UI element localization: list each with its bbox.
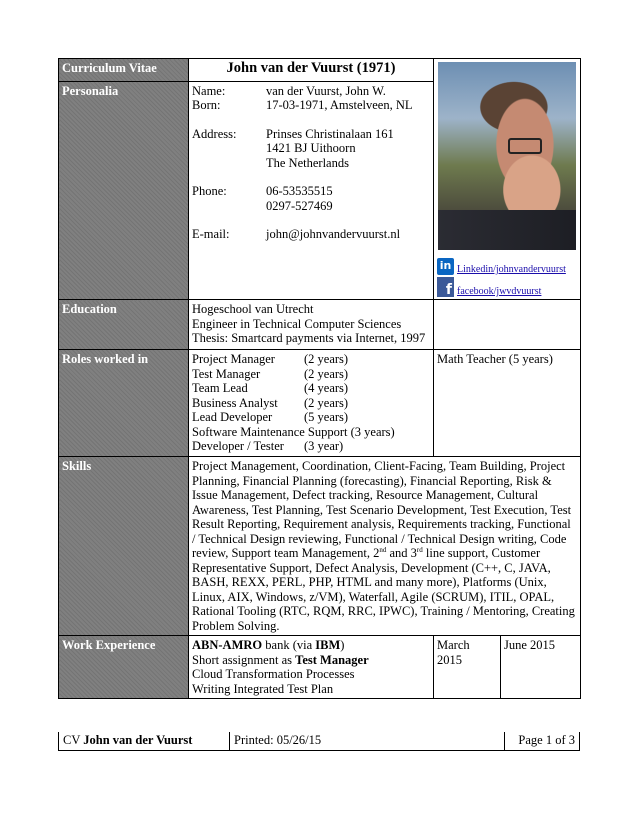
name-key: Name: [192, 83, 226, 98]
footer-cv-name: CV John van der Vuurst [58, 732, 229, 750]
glasses-shape [508, 138, 542, 154]
address-key: Address: [192, 126, 237, 141]
linkedin-row [437, 253, 577, 275]
shirt-shape [438, 210, 576, 250]
role-support: Software Maintenance Support (3 years) [192, 424, 395, 439]
linkedin-link[interactable]: Linkedin/johnvandervuurst [457, 264, 566, 275]
facebook-link[interactable]: facebook/jwvdvuurst [457, 286, 542, 297]
role-name: Developer / Tester [192, 439, 284, 453]
cv-title: John van der Vuurst (1971) [189, 59, 434, 82]
facebook-icon: f [437, 277, 454, 297]
footer-printed-date: Printed: 05/26/15 [229, 732, 504, 750]
work-start-date: March 2015 [434, 636, 501, 699]
work-details [189, 636, 434, 699]
education-empty-cell [434, 300, 581, 350]
role-name: Business Analyst [192, 395, 278, 410]
role-years: (3 year) [304, 439, 344, 453]
role-years: (2 years) [304, 395, 349, 410]
work-end-date: June 2015 [501, 636, 581, 699]
roles-list [189, 350, 434, 457]
role-years: (2 years) [304, 366, 349, 381]
address-line-2: 1421 BJ Uithoorn [266, 141, 356, 156]
born-key: Born: [192, 98, 221, 113]
email-value: john@johnvandervuurst.nl [266, 227, 401, 242]
phone-key: Phone: [192, 184, 227, 199]
work-task-1: Cloud Transformation Processes [192, 667, 355, 681]
personalia-label: Personalia [59, 81, 189, 299]
phone-mobile: 06-53535515 [266, 184, 333, 199]
cv-label: Curriculum Vitae [59, 59, 189, 82]
role-years: (4 years) [304, 381, 349, 395]
work-assignment: Short assignment as Test Manager [192, 652, 369, 667]
name-value: van der Vuurst, John W. [266, 83, 386, 98]
linkedin-icon: in [437, 258, 454, 275]
role-name: Project Manager [192, 352, 275, 366]
skills-label: Skills [59, 457, 189, 636]
work-task-2: Writing Integrated Test Plan [192, 681, 334, 696]
profile-photo [438, 62, 576, 250]
address-line-1: Prinses Christinalaan 161 [266, 126, 394, 141]
personalia-details [189, 81, 434, 299]
facebook-row [437, 275, 577, 297]
education-thesis: Thesis: Smartcard payments via Internet, 1997 [192, 331, 426, 345]
work-label: Work Experience [59, 636, 189, 699]
education-label: Education [59, 300, 189, 350]
page-footer [58, 732, 580, 751]
work-employer: ABN-AMRO bank (via IBM) [192, 638, 345, 652]
role-name: Test Manager [192, 366, 261, 381]
role-years: (2 years) [304, 352, 349, 366]
role-name: Lead Developer [192, 410, 273, 424]
footer-page-number: Page 1 of 3 [504, 732, 580, 750]
born-value: 17-03-1971, Amstelveen, NL [266, 98, 413, 113]
roles-label: Roles worked in [59, 350, 189, 457]
phone-landline: 0297-527469 [266, 198, 333, 213]
address-line-3: The Netherlands [266, 155, 349, 170]
education-details [189, 300, 434, 350]
email-key: E-mail: [192, 227, 230, 242]
cv-table [58, 58, 581, 699]
skills-text: Project Management, Coordination, Client-Facing, Team Building, Project Planning, Financial Planning (forecasting), Financial Reporting, Risk & Issue Management, Defect tracking, Resource Management, Cultural Awareness, Test Planning, Test Scenario Development, Test Execution, Test Result Reporting, Requirement analysis, Requirements tracking, Functional / Technical Design reviewing, Functional / Technical Design writing, Code review, Support team Management, 2nd and 3rd line support, Customer Representative Support, Defect Analysis, Development (C++, C, JAVA, BASH, REXX, PERL, PHP, HTML and many more), Platforms (Unix, Linux, AIX, Windows, z/VM), Waterfall, Agile (SCRUM), ITIL, OPAL, Rational Tooling (RTC, RQM, RRC, IPWC), Training / Mentoring, Creating Problem Solving. [189, 457, 581, 636]
social-links [437, 253, 577, 297]
education-school: Hogeschool van Utrecht [192, 302, 314, 316]
other-role: Math Teacher (5 years) [434, 350, 581, 457]
role-years: (5 years) [304, 410, 349, 424]
photo-cell [434, 59, 581, 300]
role-name: Team Lead [192, 381, 248, 395]
education-degree: Engineer in Technical Computer Sciences [192, 316, 402, 331]
